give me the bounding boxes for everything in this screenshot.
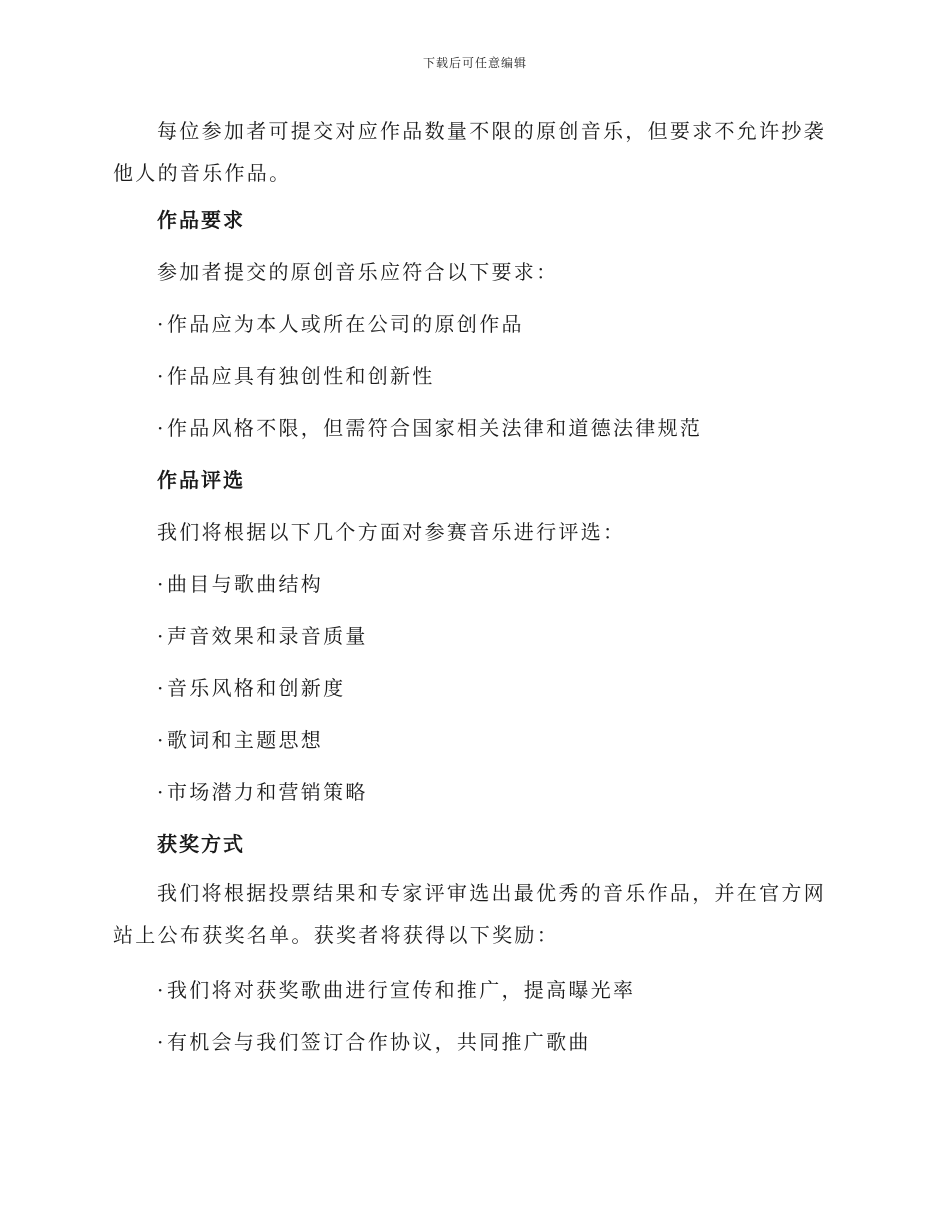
intro-paragraph: 每位参加者可提交对应作品数量不限的原创音乐，但要求不允许抄袭他人的音乐作品。 — [113, 119, 826, 185]
section-lead: 参加者提交的原创音乐应符合以下要求： — [157, 260, 559, 284]
bullet-icon: · — [157, 978, 164, 1002]
section-evaluation — [113, 454, 835, 818]
list-item — [113, 558, 835, 610]
list-item — [113, 964, 835, 1016]
bullet-icon: · — [157, 780, 164, 804]
list-item — [113, 610, 835, 662]
list-item-text: 音乐风格和创新度 — [167, 676, 346, 700]
list-item-text: 有机会与我们签订合作协议，共同推广歌曲 — [167, 1030, 591, 1054]
section-title: 作品要求 — [157, 208, 245, 232]
section-lead: 我们将根据投票结果和专家评审选出最优秀的音乐作品，并在官方网站上公布获奖名单。获奖者将获得以下奖励： — [113, 881, 826, 947]
section-awards — [113, 818, 835, 1068]
list-item-text: 歌词和主题思想 — [167, 728, 324, 752]
bullet-icon: · — [157, 676, 164, 700]
list-item — [113, 350, 835, 402]
list-item — [113, 766, 835, 818]
list-item — [113, 402, 835, 454]
bullet-icon: · — [157, 416, 164, 440]
list-item — [113, 298, 835, 350]
section-requirements — [113, 194, 835, 454]
page-header: 下载后可任意编辑 — [422, 56, 527, 70]
list-item-text: 作品应具有独创性和创新性 — [167, 364, 435, 388]
list-item — [113, 714, 835, 766]
bullet-icon: · — [157, 572, 164, 596]
bullet-icon: · — [157, 1030, 164, 1054]
list-item-text: 我们将对获奖歌曲进行宣传和推广，提高曝光率 — [167, 978, 636, 1002]
section-lead: 我们将根据以下几个方面对参赛音乐进行评选： — [157, 520, 626, 544]
list-item-text: 作品应为本人或所在公司的原创作品 — [167, 312, 524, 336]
bullet-icon: · — [157, 624, 164, 648]
list-item-text: 市场潜力和营销策略 — [167, 780, 368, 804]
section-title: 获奖方式 — [157, 832, 245, 856]
list-item-text: 曲目与歌曲结构 — [167, 572, 324, 596]
bullet-icon: · — [157, 312, 164, 336]
list-item-text: 作品风格不限，但需符合国家相关法律和道德法律规范 — [167, 416, 703, 440]
bullet-icon: · — [157, 728, 164, 752]
bullet-icon: · — [157, 364, 164, 388]
list-item — [113, 662, 835, 714]
list-item — [113, 1016, 835, 1068]
list-item-text: 声音效果和录音质量 — [167, 624, 368, 648]
document-body — [113, 110, 835, 1068]
section-title: 作品评选 — [157, 468, 245, 492]
